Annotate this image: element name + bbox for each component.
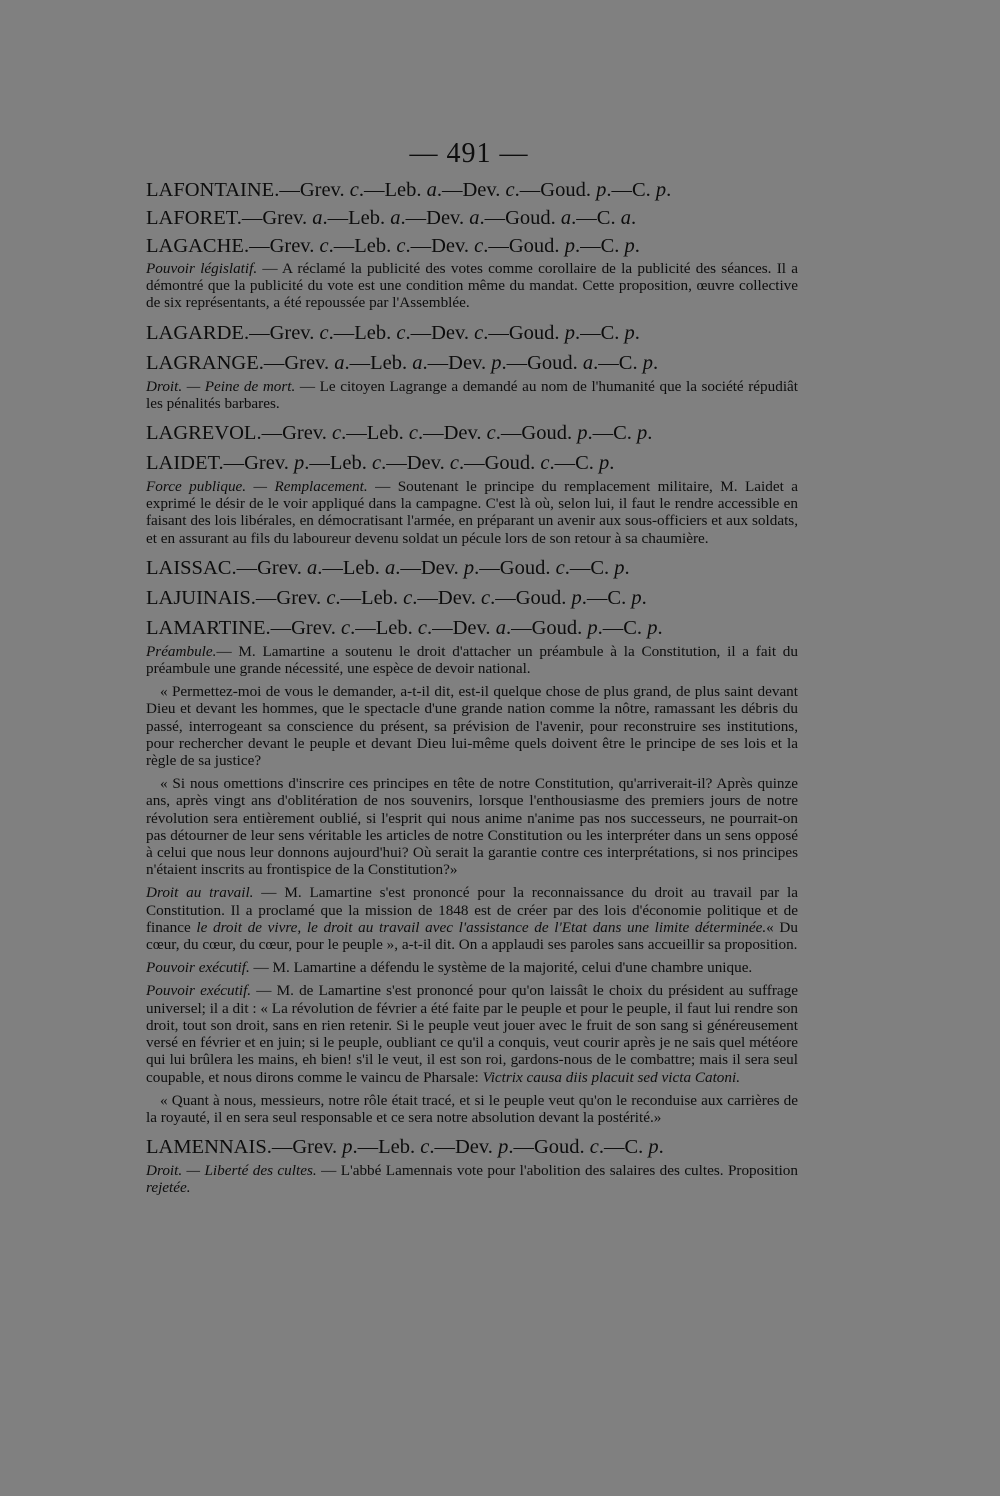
vote-separator: .— — [606, 179, 632, 201]
vote-label: Grev. — [269, 321, 320, 344]
deputy-name: LAGACHE — [146, 235, 244, 257]
vote-separator: .— — [328, 321, 355, 344]
vote-label: Goud. — [527, 351, 583, 374]
vote-value: p — [571, 586, 582, 609]
note-topic: Force publique. — Remplacement. — [146, 478, 368, 496]
deputy-name: LAJUINAIS — [146, 586, 251, 609]
vote-separator: .— — [587, 422, 614, 445]
vote-value: c — [319, 321, 329, 344]
deputy-vote-line — [146, 232, 798, 260]
vote-separator: .— — [258, 351, 285, 374]
vote-value: c — [505, 179, 515, 201]
note-topic: Droit. — Peine de mort. — [146, 377, 296, 395]
vote-separator: .— — [400, 207, 427, 229]
vote-value: p — [648, 1136, 659, 1159]
vote-value: a — [384, 556, 396, 579]
vote-value: p — [624, 321, 635, 344]
vote-separator: .— — [483, 235, 509, 257]
vote-value: a — [312, 207, 323, 229]
vote-value: a — [334, 351, 345, 374]
vote-label: Grev. — [292, 1136, 343, 1159]
vote-label: C. — [600, 321, 625, 344]
note-topic: Droit au travail. — [146, 884, 254, 902]
deputy-name: LAFORET — [146, 207, 237, 229]
vote-value: p — [599, 452, 610, 475]
vote-label: Goud. — [540, 179, 597, 201]
vote-separator: .— — [335, 586, 362, 609]
deputy-entry — [146, 1132, 798, 1196]
deputy-vote-line — [146, 204, 798, 232]
deputy-note — [146, 478, 798, 547]
vote-value: c — [372, 452, 382, 475]
vote-value: a — [582, 351, 594, 374]
deputy-note — [146, 982, 798, 1085]
vote-separator: .— — [495, 422, 522, 445]
vote-value: c — [349, 179, 359, 201]
vote-label: Dev. — [426, 207, 470, 229]
vote-separator: .— — [304, 452, 330, 475]
vote-label: Grev. — [282, 422, 332, 445]
vote-value: p — [596, 179, 607, 201]
deputy-note — [146, 775, 798, 878]
vote-separator: .— — [574, 321, 601, 344]
vote-value: p — [631, 586, 642, 609]
note-text: — M. Lamartine a soutenu le droit d'attacher un préambule à la Constitution, il a fait du préambule une grande nécessité, une espèce de devoir national. — [146, 642, 798, 678]
vote-value: c — [326, 586, 336, 609]
vote-value: a — [469, 207, 480, 229]
deputy-vote-line — [146, 448, 798, 478]
note-topic: Pouvoir exécutif. — [146, 982, 252, 1000]
vote-value: p — [564, 235, 575, 257]
vote-separator: .— — [501, 351, 528, 374]
vote-separator: .— — [564, 556, 591, 579]
deputy-name: LAISSAC — [146, 556, 232, 579]
deputy-name: LAIDET — [146, 452, 219, 475]
vote-separator: .— — [405, 321, 432, 344]
vote-end: . — [634, 321, 640, 344]
vote-separator: .— — [597, 616, 624, 639]
deputy-note — [146, 683, 798, 769]
vote-label: Leb. — [342, 556, 385, 579]
vote-label: Dev. — [454, 1136, 499, 1159]
vote-label: Leb. — [366, 422, 409, 445]
deputy-vote-line — [146, 318, 798, 348]
deputy-vote-line — [146, 583, 798, 613]
vote-label: Leb. — [384, 179, 427, 201]
vote-value: c — [474, 321, 484, 344]
vote-label: C. — [575, 452, 600, 475]
vote-end: . — [666, 179, 672, 201]
vote-label: Dev. — [462, 179, 506, 201]
vote-label: Leb. — [361, 586, 404, 609]
vote-label: Leb. — [354, 235, 397, 257]
deputy-entry — [146, 448, 798, 547]
vote-end: . — [609, 452, 615, 475]
vote-value: p — [655, 179, 667, 201]
vote-separator: .— — [422, 351, 449, 374]
note-text: — L'abbé Lamennais vote pour l'abolition des salaires des cultes. Proposition — [316, 1162, 798, 1180]
vote-value: c — [341, 616, 351, 639]
vote-separator: .— — [250, 586, 277, 609]
vote-value: c — [474, 235, 484, 257]
page-content — [146, 176, 798, 1203]
deputy-name: LAGREVOL — [146, 422, 257, 445]
vote-label: C. — [631, 179, 656, 201]
vote-separator: .— — [479, 207, 506, 229]
vote-value: p — [624, 235, 635, 257]
deputy-vote-line — [146, 176, 798, 204]
deputy-note — [146, 1162, 798, 1196]
deputy-note — [146, 1092, 798, 1126]
deputy-note — [146, 260, 798, 312]
vote-label: C. — [618, 351, 643, 374]
vote-separator: .— — [458, 452, 485, 475]
vote-separator: .— — [341, 422, 367, 445]
deputy-entry — [146, 348, 798, 412]
vote-separator: .— — [352, 1136, 379, 1159]
deputy-name: LAMENNAIS — [146, 1136, 267, 1159]
vote-label: Leb. — [378, 1136, 421, 1159]
vote-value: p — [294, 452, 305, 475]
vote-value: p — [587, 616, 598, 639]
vote-label: C. — [624, 1136, 649, 1159]
note-text: « Permettez-moi de vous le demander, a-t-il dit, est-il quelque chose de plus grand, de plus saint devant Dieu et devant les hommes, que le spectacle d'une grande nation comme la nôtre, ramassant les débris du passé, interrogeant sa conscience du présent, sa prévision de l'avenir, pour reconstruire ses institutions, pour rechercher devant le peuple et devant Dieu lui-même quels doivent être le principe de ses lois et la règle de sa justice? — [146, 683, 798, 770]
vote-separator: .— — [256, 422, 283, 445]
vote-value: p — [498, 1136, 509, 1159]
note-italic: rejetée. — [146, 1179, 191, 1197]
note-text: — A réclamé la publicité des votes comme corollaire de la publicité des séances. Il a démontré que la publicité du vote est une condition même du mandat. Cette proposition, œuvre collective de six représentants, a été repoussée par l'Assemblée. — [146, 260, 799, 312]
vote-label: Goud. — [521, 422, 578, 445]
deputy-name: LAFONTAINE — [146, 179, 275, 201]
vote-separator: .— — [505, 616, 532, 639]
vote-separator: .— — [218, 452, 245, 475]
vote-separator: .— — [358, 179, 385, 201]
note-topic: Pouvoir législatif. — [146, 260, 258, 277]
vote-value: c — [332, 422, 342, 445]
vote-label: Goud. — [533, 1136, 590, 1159]
deputy-note — [146, 378, 798, 412]
vote-separator: .— — [243, 235, 270, 257]
vote-separator: .— — [243, 321, 270, 344]
vote-value: c — [480, 586, 491, 609]
vote-value: c — [319, 235, 329, 257]
note-text: — Le citoyen Lagrange a demandé au nom de l'humanité que la société répudiât les pénalités barbares. — [146, 377, 798, 412]
vote-value: a — [426, 179, 437, 201]
note-text: — Soutenant le principe du remplacement militaire, M. Laidet a exprimé le désir de le voir appliqué dans la campagne. C'est là où, selon lui, il faut le rendre accessible en faisant des lois libérales, en démocratisant l'armée, en préparant un avenir aux sous-officiers et aux soldats, et en assurant au fils du laboureur devenu soldat un pécule lors de son retour à sa chaumière. — [146, 478, 799, 547]
deputy-entry — [146, 232, 798, 312]
vote-end: . — [630, 207, 637, 229]
vote-separator: .— — [593, 351, 619, 374]
deputy-note — [146, 959, 798, 976]
vote-label: C. — [607, 586, 632, 609]
vote-label: Leb. — [375, 616, 418, 639]
vote-separator: .— — [598, 1136, 625, 1159]
deputy-vote-line — [146, 613, 798, 643]
vote-value: c — [589, 1136, 599, 1159]
vote-value: c — [396, 321, 406, 344]
vote-value: p — [642, 351, 653, 374]
vote-value: c — [396, 235, 406, 257]
vote-value: p — [491, 351, 502, 374]
vote-label: Goud. — [508, 321, 565, 344]
deputy-note — [146, 884, 798, 953]
vote-label: Dev. — [452, 616, 496, 639]
vote-value: c — [420, 1136, 430, 1159]
vote-separator: .— — [426, 616, 453, 639]
vote-label: Goud. — [499, 556, 556, 579]
vote-value: a — [560, 207, 572, 229]
vote-value: p — [637, 422, 648, 445]
vote-value: a — [620, 207, 631, 229]
deputy-entry — [146, 176, 798, 204]
vote-label: Leb. — [348, 207, 391, 229]
vote-label: Grev. — [299, 179, 350, 201]
vote-label: C. — [596, 207, 621, 229]
note-italic: Victrix causa diis placuit sed victa Catoni. — [482, 1068, 741, 1086]
vote-label: Leb. — [370, 351, 413, 374]
vote-end: . — [647, 422, 653, 445]
note-topic: Pouvoir exécutif. — [146, 959, 250, 977]
note-text: — M. Lamartine s'est prononcé pour la reconnaissance du droit au travail par la Constitution. Il a proclamé que la mission de 1848 est de créer par des lois d'économie politique et de finance — [146, 884, 798, 936]
deputy-vote-line — [146, 418, 798, 448]
note-text-after: « Du cœur, du cœur, du cœur, pour le peuple », a-t-il dit. On a applaudi ses paroles sans accueillir sa proposition. — [146, 918, 798, 954]
deputy-name: LAGARDE — [146, 321, 244, 344]
vote-value: c — [555, 556, 565, 579]
vote-value: a — [390, 207, 401, 229]
vote-end: . — [624, 556, 630, 579]
deputy-note — [146, 643, 798, 677]
note-topic: Droit. — Liberté des cultes. — [146, 1162, 317, 1180]
deputy-entry — [146, 318, 798, 348]
vote-value: c — [449, 452, 459, 475]
deputy-entry — [146, 204, 798, 232]
deputy-entry — [146, 583, 798, 613]
vote-value: p — [463, 556, 475, 579]
deputy-vote-line — [146, 1132, 798, 1162]
vote-separator: .— — [429, 1136, 455, 1159]
vote-label: C. — [600, 235, 625, 257]
vote-value: c — [408, 422, 418, 445]
vote-value: p — [577, 422, 588, 445]
vote-label: Grev. — [284, 351, 335, 374]
vote-label: Dev. — [406, 452, 450, 475]
vote-label: Goud. — [508, 235, 565, 257]
deputy-vote-line — [146, 553, 798, 583]
vote-label: Dev. — [420, 556, 464, 579]
vote-separator: .— — [490, 586, 516, 609]
vote-separator: .— — [317, 556, 343, 579]
deputy-entry — [146, 613, 798, 1126]
vote-separator: .— — [328, 235, 355, 257]
deputy-vote-line — [146, 348, 798, 378]
deputy-name: LAMARTINE — [146, 616, 266, 639]
note-text: « Quant à nous, messieurs, notre rôle était tracé, et si le peuple veut qu'on le reconduise aux carrières de la royauté, il en sera seul responsable et ce sera notre absolution devant la postérité.» — [146, 1091, 798, 1126]
note-text: — M. Lamartine a défendu le système de la majorité, celui d'une chambre unique. — [249, 959, 753, 977]
vote-label: Grev. — [276, 586, 327, 609]
vote-separator: .— — [581, 586, 608, 609]
vote-value: a — [306, 556, 318, 579]
vote-separator: .— — [381, 452, 407, 475]
vote-label: Goud. — [515, 586, 572, 609]
vote-label: Grev. — [262, 207, 313, 229]
vote-end: . — [641, 586, 647, 609]
vote-label: C. — [623, 616, 648, 639]
vote-label: Dev. — [431, 321, 475, 344]
vote-separator: .— — [274, 179, 300, 201]
vote-separator: .— — [571, 207, 597, 229]
vote-end: . — [652, 351, 659, 374]
vote-label: Leb. — [354, 321, 397, 344]
vote-value: c — [403, 586, 413, 609]
vote-separator: .— — [265, 616, 292, 639]
vote-value: p — [564, 321, 575, 344]
vote-separator: .— — [322, 207, 349, 229]
vote-end: . — [634, 235, 640, 257]
vote-separator: .— — [417, 422, 444, 445]
vote-separator: .— — [514, 179, 541, 201]
vote-separator: .— — [236, 207, 263, 229]
vote-label: Dev. — [448, 351, 492, 374]
vote-value: p — [647, 616, 658, 639]
vote-label: Grev. — [291, 616, 342, 639]
note-text: — M. de Lamartine s'est prononcé pour qu'on laissât le choix du président au suffrage universel; il a dit : « La révolution de février a été faite par le peuple et pour le peuple, il faut lui rendre son droit, tout son droit, sans en rien retenir. Si le peuple veut jouer avec le fruit de son sang si généreusement versé en février et en juin; si le peuple, oubliant ce qu'il a conquis, veut courir après je ne sais quel météore qui lui brûlera les mains, eh bien! s'il le veut, il est son roi, gardons-nous de le combattre; mais il sera seul coupable, et nous dirons comme le vaincu de Pharsale: — [146, 982, 798, 1086]
vote-separator: .— — [344, 351, 371, 374]
vote-label: Dev. — [443, 422, 487, 445]
vote-label: Dev. — [431, 235, 475, 257]
vote-value: p — [342, 1136, 353, 1159]
vote-separator: .— — [350, 616, 376, 639]
deputy-name: LAGRANGE — [146, 351, 259, 374]
vote-value: c — [486, 422, 496, 445]
note-text: « Si nous omettions d'inscrire ces principes en tête de notre Constitution, qu'arriverait-il? Après quinze ans, après vingt ans d'oblitération de nos souvenirs, lorsque l'enthousiasme des premiers jours de notre révolution sera entièrement oublié, si l'esprit qui nous anime n'anime pas nos successeurs, ne pourrait-on pas détourner de leur sens véritable les articles de notre Constitution ou les interpréter dans un sens opposé à celui que nous leur donnons aujourd'hui? Où serait la garantie contre ces interprétations, si nos principes n'étaient inscrits au frontispice de la Constitution?» — [146, 775, 798, 879]
vote-label: Goud. — [484, 452, 541, 475]
vote-label: C. — [590, 556, 615, 579]
vote-end: . — [658, 1136, 664, 1159]
vote-label: Grev. — [257, 556, 307, 579]
vote-value: c — [417, 616, 427, 639]
vote-separator: .— — [395, 556, 421, 579]
vote-label: Goud. — [505, 207, 561, 229]
vote-separator: .— — [508, 1136, 534, 1159]
vote-separator: .— — [574, 235, 601, 257]
vote-value: a — [412, 351, 423, 374]
vote-separator: .— — [549, 452, 576, 475]
vote-label: Goud. — [531, 616, 588, 639]
vote-label: Leb. — [329, 452, 373, 475]
vote-separator: .— — [483, 321, 509, 344]
vote-separator: .— — [474, 556, 500, 579]
vote-value: c — [540, 452, 550, 475]
deputy-entry — [146, 418, 798, 448]
vote-value: a — [495, 616, 506, 639]
vote-label: C. — [613, 422, 638, 445]
page-number: — 491 — — [409, 138, 529, 169]
note-topic: Préambule. — [146, 642, 217, 660]
vote-label: Grev. — [269, 235, 320, 257]
note-italic: le droit de vivre, le droit au travail avec l'assistance de l'Etat dans une limite déterminée. — [196, 918, 767, 936]
vote-separator: .— — [405, 235, 432, 257]
vote-separator: .— — [436, 179, 463, 201]
deputy-entry — [146, 553, 798, 583]
vote-separator: .— — [266, 1136, 293, 1159]
vote-value: p — [614, 556, 625, 579]
vote-label: Grev. — [244, 452, 295, 475]
vote-label: Dev. — [437, 586, 481, 609]
vote-end: . — [657, 616, 663, 639]
vote-separator: .— — [412, 586, 438, 609]
vote-separator: .— — [231, 556, 258, 579]
